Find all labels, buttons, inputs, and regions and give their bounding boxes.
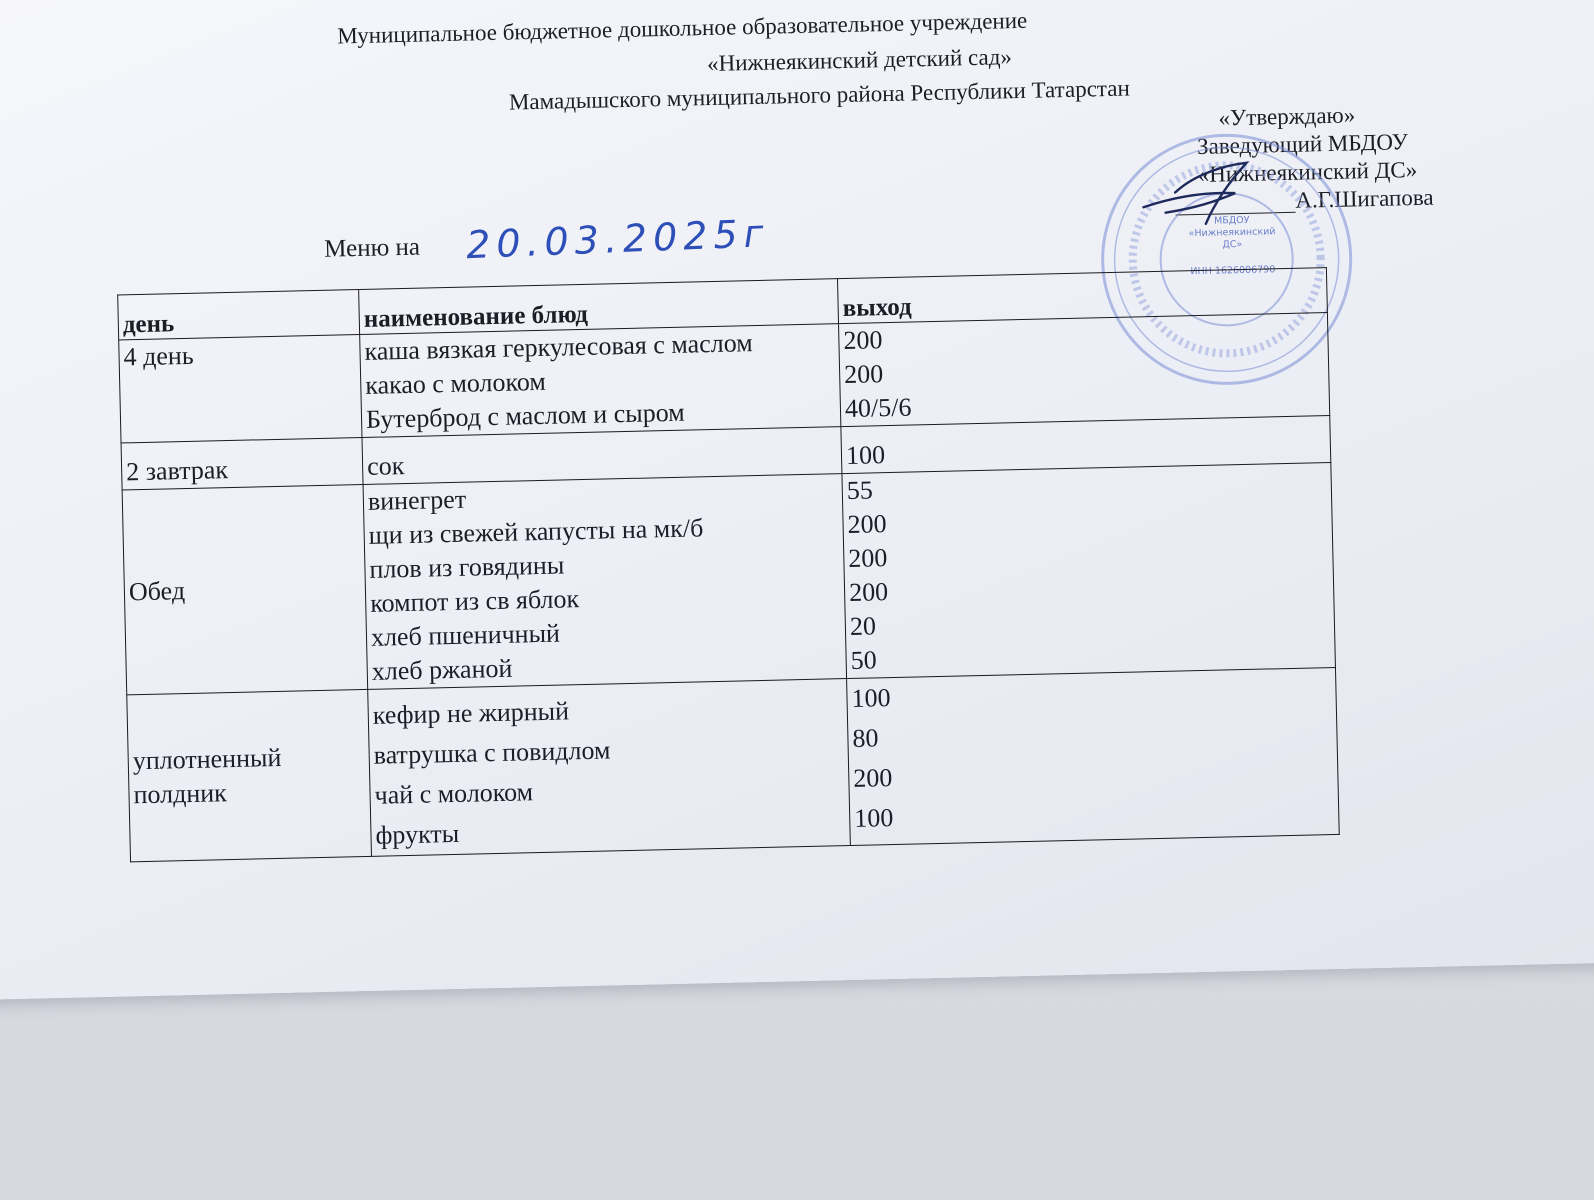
dish-cell (368, 679, 851, 857)
output-item: 200 (848, 577, 889, 607)
dish-cell (363, 474, 847, 690)
stamp-line3: ДС» (1222, 238, 1243, 251)
day-label: Обед (128, 576, 186, 607)
dish-item: плов из говядины (369, 550, 565, 584)
output-item: 100 (845, 440, 886, 471)
output-item: 200 (843, 325, 883, 356)
dish-item: сок (366, 451, 405, 481)
dish-item: Бутерброд с маслом и сыром (365, 397, 685, 434)
dish-item: фрукты (375, 818, 460, 850)
output-cell (847, 667, 1340, 845)
approval-institution: «Нижнеякинский ДС» (1197, 156, 1418, 187)
output-item: 80 (852, 723, 879, 753)
output-cell (839, 313, 1330, 427)
output-item: 100 (851, 683, 891, 713)
dish-item: компот из св яблок (369, 584, 580, 618)
output-item: 20 (849, 611, 877, 641)
output-item: 55 (846, 475, 874, 506)
handwritten-signature-icon (1134, 160, 1296, 234)
table-row (122, 463, 1335, 695)
dish-item: винегрет (367, 484, 467, 516)
output-item: 200 (853, 763, 893, 793)
header-day: день (118, 290, 360, 340)
approval-title: «Утверждаю» (1218, 102, 1356, 131)
table-row (127, 667, 1339, 861)
dish-item: хлеб пшеничный (370, 618, 561, 652)
output-item: 200 (848, 543, 888, 573)
dish-item: щи из свежей капусты на мк/б (368, 513, 704, 550)
approver-name: А.Г.Шигапова (1295, 184, 1434, 213)
stamp-line2: «Нижнеякинский (1188, 226, 1276, 240)
day-cell (119, 335, 362, 443)
output-item: 200 (843, 359, 884, 390)
menu-label: Меню на (323, 233, 421, 263)
header-output: выход (838, 268, 1328, 324)
dish-item: каша вязкая геркулесовая с маслом (364, 328, 753, 366)
dish-item: какао с молоком (364, 366, 547, 400)
dish-cell (360, 324, 841, 438)
day-label: 4 день (123, 340, 194, 372)
output-item: 100 (853, 803, 894, 833)
approval-position: Заведующий МБДОУ (1196, 129, 1409, 159)
institution-district: Мамадышского муниципального района Республики Татарстан (508, 75, 1131, 115)
dish-item: чай с молоком (374, 777, 534, 810)
day-cell (127, 689, 372, 861)
stamp-inn: ИНН 1626006790 (1190, 264, 1276, 278)
stamp-line1: МБДОУ (1213, 214, 1250, 227)
institution-name-line1: Муниципальное бюджетное дошкольное образовательное учреждение (337, 7, 1028, 49)
day-label: полдник (133, 778, 228, 810)
menu-table (117, 267, 1340, 862)
dish-item: ватрушка с повидлом (373, 735, 611, 770)
output-item: 200 (847, 509, 887, 539)
output-item: 50 (850, 645, 877, 675)
day-label: уплотненный (132, 742, 282, 776)
menu-date-handwritten: 20.03.2025г (465, 211, 771, 268)
output-item: 40/5/6 (844, 392, 912, 424)
header-dish: наименование блюд (359, 279, 839, 335)
dish-item: хлеб ржаной (371, 653, 513, 686)
day-label: 2 завтрак (125, 455, 229, 487)
day-cell (121, 437, 363, 489)
institution-name-line2: «Нижнеякинский детский сад» (706, 44, 1013, 77)
output-cell (842, 463, 1336, 679)
day-cell (122, 484, 368, 694)
dish-item: кефир не жирный (372, 696, 570, 730)
